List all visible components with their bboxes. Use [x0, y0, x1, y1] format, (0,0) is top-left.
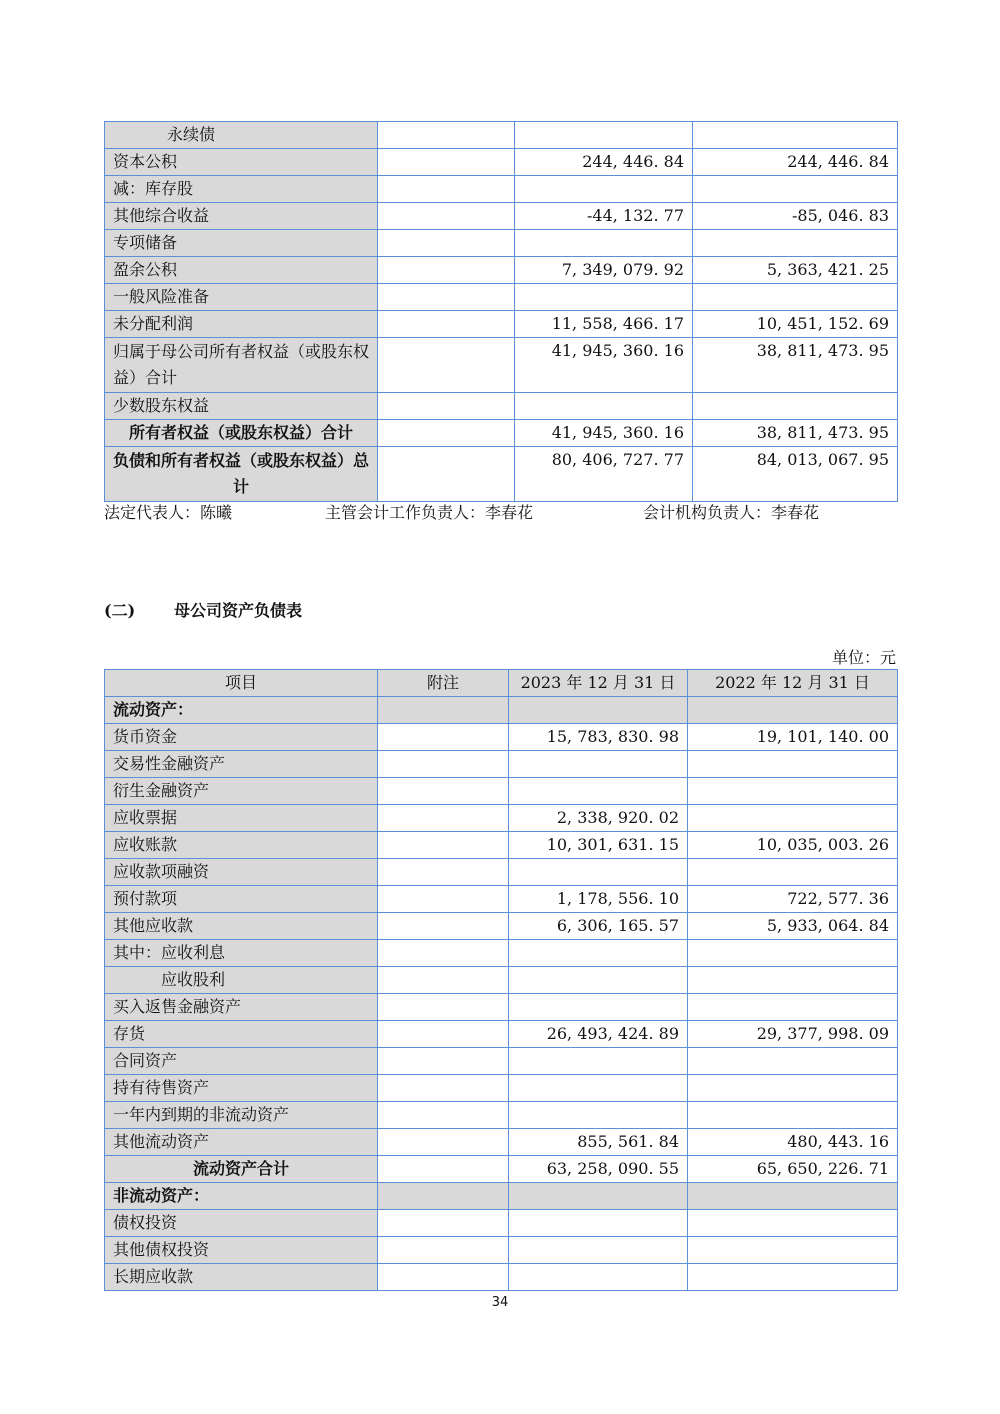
- row-label: 永续债: [105, 122, 378, 149]
- table-row: [105, 1210, 898, 1237]
- header-2022: 2022 年 12 月 31 日: [688, 670, 898, 697]
- table-header-row: [105, 670, 898, 697]
- equity-table: [104, 121, 898, 502]
- table-row: 其他流动资产 855, 561. 84 480, 443. 16: [105, 1129, 898, 1156]
- row-label: 其他流动资产: [105, 1129, 378, 1156]
- table-row: 未分配利润 11, 558, 466. 17 10, 451, 152. 69: [105, 311, 898, 338]
- row-label: 其中：应收利息: [105, 940, 378, 967]
- row-label: 存货: [105, 1021, 378, 1048]
- table-row: [105, 697, 898, 724]
- table-row: [105, 1048, 898, 1075]
- table-row: [105, 778, 898, 805]
- table-row: 流动资产合计 63, 258, 090. 55 65, 650, 226. 71: [105, 1156, 898, 1183]
- row-label: 应收股利: [105, 967, 378, 994]
- table-row: 其他应收款 6, 306, 165. 57 5, 933, 064. 84: [105, 913, 898, 940]
- table-row: [105, 1264, 898, 1291]
- table-row: 货币资金 15, 783, 830. 98 19, 101, 140. 00: [105, 724, 898, 751]
- row-label: 未分配利润: [105, 311, 378, 338]
- table-row: [105, 1075, 898, 1102]
- row-label: 持有待售资产: [105, 1075, 378, 1102]
- row-label: 长期应收款: [105, 1264, 378, 1291]
- table-row: 应收账款 10, 301, 631. 15 10, 035, 003. 26: [105, 832, 898, 859]
- row-label: 资本公积: [105, 149, 378, 176]
- table-row: 资本公积 244, 446. 84 244, 446. 84: [105, 149, 898, 176]
- table-row: 其他综合收益 -44, 132. 77 -85, 046. 83: [105, 203, 898, 230]
- table-row: [105, 284, 898, 311]
- table-row: [105, 230, 898, 257]
- table-row: [105, 393, 898, 420]
- header-item: 项目: [105, 670, 378, 697]
- table-row: [105, 751, 898, 778]
- row-label: 应收款项融资: [105, 859, 378, 886]
- row-label: 一般风险准备: [105, 284, 378, 311]
- page-number: 34: [491, 1295, 509, 1310]
- row-label: 其他综合收益: [105, 203, 378, 230]
- accounting-head: 主管会计工作负责人：李春花: [325, 503, 534, 522]
- row-label: 负债和所有者权益（或股东权益）总计: [105, 447, 378, 502]
- row-label: 减：库存股: [105, 176, 378, 203]
- table-row: [105, 940, 898, 967]
- row-label: 少数股东权益: [105, 393, 378, 420]
- balance-sheet-table: [104, 669, 898, 1291]
- row-label: 非流动资产：: [105, 1183, 378, 1210]
- accounting-agency-head: 会计机构负责人：李春花: [643, 503, 820, 522]
- row-label: 流动资产：: [105, 697, 378, 724]
- table-row: 所有者权益（或股东权益）合计 41, 945, 360. 16 38, 811, 473. 95: [105, 420, 898, 447]
- row-label: 买入返售金融资产: [105, 994, 378, 1021]
- row-label: 衍生金融资产: [105, 778, 378, 805]
- row-label: 流动资产合计: [105, 1156, 378, 1183]
- row-label: 一年内到期的非流动资产: [105, 1102, 378, 1129]
- section-number: (二): [104, 601, 136, 620]
- table-row: [105, 967, 898, 994]
- row-label: 交易性金融资产: [105, 751, 378, 778]
- row-label: 所有者权益（或股东权益）合计: [105, 420, 378, 447]
- table-row: [105, 122, 898, 149]
- table-row: [105, 1183, 898, 1210]
- table-row: 应收票据 2, 338, 920. 02: [105, 805, 898, 832]
- header-note: 附注: [378, 670, 509, 697]
- table-row: [105, 1237, 898, 1264]
- table-row: [105, 994, 898, 1021]
- header-2023: 2023 年 12 月 31 日: [509, 670, 688, 697]
- unit-label: 单位：元: [831, 648, 896, 667]
- row-label: 盈余公积: [105, 257, 378, 284]
- row-label: 应收账款: [105, 832, 378, 859]
- row-label: 归属于母公司所有者权益（或股东权益）合计: [105, 338, 378, 393]
- table-row: 预付款项 1, 178, 556. 10 722, 577. 36: [105, 886, 898, 913]
- row-label: 货币资金: [105, 724, 378, 751]
- legal-representative: 法定代表人：陈曦: [104, 503, 233, 522]
- table-row: 归属于母公司所有者权益（或股东权益）合计 41, 945, 360. 16 38, 811, 473. 95: [105, 338, 898, 393]
- table-row: [105, 176, 898, 203]
- row-label: 其他债权投资: [105, 1237, 378, 1264]
- row-label: 专项储备: [105, 230, 378, 257]
- table-row: 存货 26, 493, 424. 89 29, 377, 998. 09: [105, 1021, 898, 1048]
- table-row: [105, 859, 898, 886]
- table-row: 盈余公积 7, 349, 079. 92 5, 363, 421. 25: [105, 257, 898, 284]
- table-row: [105, 1102, 898, 1129]
- row-label: 应收票据: [105, 805, 378, 832]
- table-row: 负债和所有者权益（或股东权益）总计 80, 406, 727. 77 84, 013, 067. 95: [105, 447, 898, 502]
- row-label: 合同资产: [105, 1048, 378, 1075]
- row-label: 其他应收款: [105, 913, 378, 940]
- section-title: 母公司资产负债表: [174, 601, 303, 620]
- row-label: 债权投资: [105, 1210, 378, 1237]
- row-label: 预付款项: [105, 886, 378, 913]
